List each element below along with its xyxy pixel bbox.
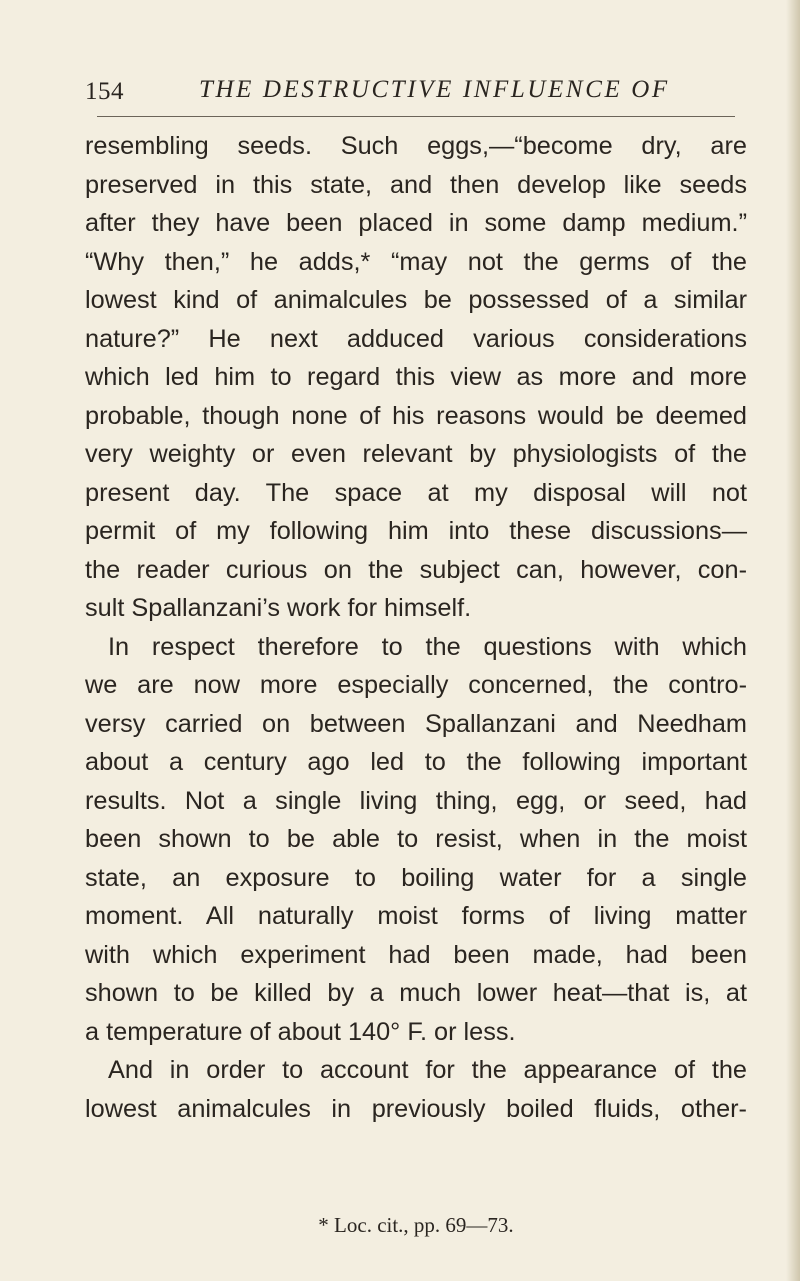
- text-line: preserved in this state, and then develop like seeds: [85, 170, 747, 199]
- text-line: nature?” He next adduced various considerations: [85, 324, 747, 353]
- footnote: * Loc. cit., pp. 69—73.: [318, 1213, 514, 1237]
- text-line: probable, though none of his reasons would be deemed: [85, 401, 747, 430]
- paragraph-end-line: a temperature of about 140° F. or less.: [85, 1017, 516, 1046]
- text-line: shown to be killed by a much lower heat—that is, at: [85, 979, 747, 1007]
- book-page: [85, 0, 747, 1237]
- paragraph-end-line: sult Spallanzani’s work for himself.: [85, 594, 472, 622]
- text-line: very weighty or even relevant by physiologists of the: [85, 440, 747, 468]
- text-line: been shown to be able to resist, when in the moist: [85, 825, 747, 853]
- text-line: versy carried on between Spallanzani and Needham: [85, 709, 747, 738]
- body-text: [85, 127, 747, 1128]
- text-line: “Why then,” he adds,* “may not the germs of the: [85, 247, 747, 276]
- text-line: permit of my following him into these discussions—: [85, 517, 747, 545]
- text-line: state, an exposure to boiling water for a single: [85, 863, 747, 892]
- page-edge-shadow: [786, 0, 800, 1281]
- running-title: THE DESTRUCTIVE INFLUENCE OF: [199, 76, 670, 103]
- text-line: lowest kind of animalcules be possessed of a similar: [85, 286, 747, 314]
- text-line: results. Not a single living thing, egg, or seed, had: [85, 786, 747, 815]
- text-line: moment. All naturally moist forms of living matter: [85, 902, 747, 930]
- header-rule: [97, 116, 735, 117]
- paragraph-start-line: In respect therefore to the questions with which: [108, 632, 747, 661]
- text-line: after they have been placed in some damp medium.”: [85, 209, 747, 237]
- text-line: lowest animalcules in previously boiled fluids, other-: [85, 1094, 747, 1123]
- text-line: resembling seeds. Such eggs,—“become dry, are: [85, 132, 747, 160]
- text-line: the reader curious on the subject can, however, con-: [85, 555, 747, 584]
- paragraph-start-line: And in order to account for the appearance of the: [108, 1056, 747, 1084]
- page-header: [85, 0, 747, 118]
- text-line: which led him to regard this view as more and more: [85, 363, 747, 391]
- page-number: 154: [85, 78, 124, 105]
- text-line: about a century ago led to the following important: [85, 748, 747, 776]
- text-line: with which experiment had been made, had been: [85, 940, 747, 969]
- text-line: we are now more especially concerned, the contro-: [85, 671, 747, 699]
- text-line: present day. The space at my disposal will not: [85, 478, 747, 507]
